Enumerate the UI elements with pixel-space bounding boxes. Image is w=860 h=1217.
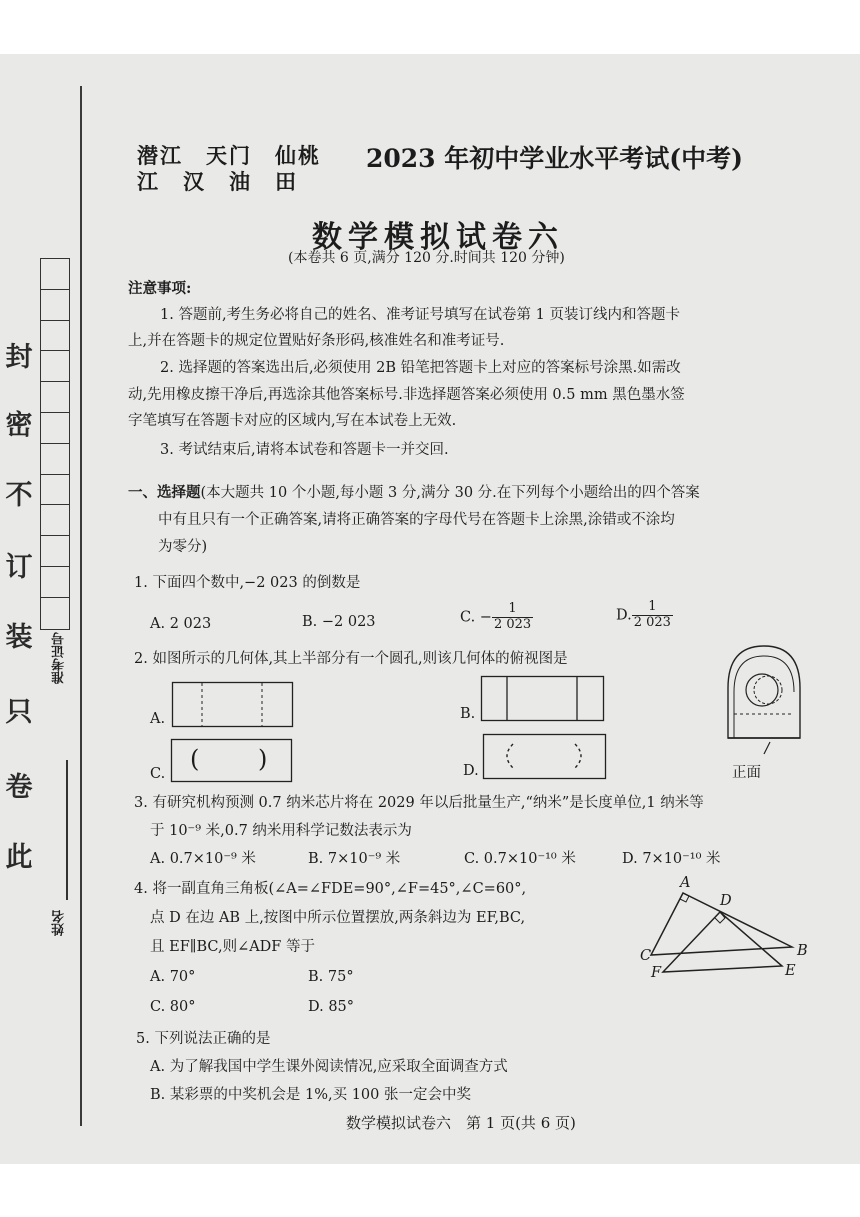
q1-option-b: B. −2 023 bbox=[302, 614, 376, 630]
q4-line2: 点 D 在边 AB 上,按图中所示位置摆放,两条斜边为 EF,BC, bbox=[150, 910, 526, 926]
section1-heading: 一、选择题 bbox=[128, 484, 201, 501]
q5-stem: 5. 下列说法正确的是 bbox=[136, 1031, 271, 1047]
paper-title: 数学模拟试卷六 bbox=[312, 220, 564, 255]
q4-line3: 且 EF∥BC,则∠ADF 等于 bbox=[150, 939, 315, 955]
notes-line: 1. 答题前,考生务必将自己的姓名、准考证号填写在试卷第 1 页装订线内和答题卡 bbox=[160, 307, 680, 323]
q5-option-a: A. 为了解我国中学生课外阅读情况,应采取全面调查方式 bbox=[150, 1059, 508, 1075]
q4-option-d: D. 85° bbox=[308, 999, 355, 1015]
notes-line: 动,先用橡皮擦干净后,再选涂其他答案标号.非选择题答案必须使用 0.5 mm 黑色墨水签 bbox=[128, 387, 685, 403]
q4-label-c: C bbox=[640, 948, 652, 964]
seal-char: 装 bbox=[5, 622, 33, 653]
q4-option-c: C. 80° bbox=[150, 999, 196, 1015]
notes-heading: 注意事项: bbox=[128, 280, 192, 297]
notes-line: 2. 选择题的答案选出后,必须使用 2B 铅笔把答题卡上对应的答案标号涂黑.如需改 bbox=[160, 360, 681, 376]
q4-label-b: B bbox=[797, 943, 808, 959]
page-footer: 数学模拟试卷六 第 1 页(共 6 页) bbox=[346, 1114, 576, 1132]
section1-intro-line1: (本大题共 10 个小题,每小题 3 分,满分 30 分.在下列每个小题给出的四个答案 bbox=[200, 485, 700, 501]
section1-intro-line3: 为零分) bbox=[158, 539, 208, 555]
q2-option-b-figure bbox=[481, 676, 605, 722]
q4-label-f: F bbox=[651, 965, 662, 981]
section1-intro-line2: 中有且只有一个正确答案,请将正确答案的字母代号在答题卡上涂黑,涂错或不涂均 bbox=[158, 512, 675, 528]
q3-option-c: C. 0.7×10⁻¹⁰ 米 bbox=[464, 851, 576, 867]
fraction bbox=[492, 602, 533, 633]
exam-title: 2023 年初中学业水平考试(中考) bbox=[366, 144, 743, 173]
q4-line1: 4. 将一副直角三角板(∠A=∠FDE=90°,∠F=45°,∠C=60°, bbox=[134, 881, 527, 897]
q3-option-d: D. 7×10⁻¹⁰ 米 bbox=[622, 851, 721, 867]
name-underline[interactable] bbox=[66, 760, 68, 900]
q4-label-d: D bbox=[720, 893, 732, 909]
section1-intro bbox=[128, 486, 700, 501]
seal-char: 不 bbox=[5, 480, 33, 511]
fraction-num: 1 bbox=[648, 599, 657, 614]
q2-solid-figure bbox=[718, 642, 808, 772]
fraction bbox=[632, 600, 673, 631]
q2-option-a: A. bbox=[150, 711, 166, 727]
notes-line: 3. 考试结束后,请将本试卷和答题卡一并交回. bbox=[160, 442, 449, 458]
seal-char: 卷 bbox=[5, 772, 33, 803]
q2-stem: 2. 如图所示的几何体,其上半部分有一个圆孔,则该几何体的俯视图是 bbox=[134, 651, 568, 667]
q1-option-a: A. 2 023 bbox=[150, 616, 212, 632]
exam-id-grid[interactable] bbox=[40, 258, 70, 630]
q2-option-b: B. bbox=[460, 706, 476, 722]
q4-label-a: A bbox=[680, 875, 691, 891]
binding-line bbox=[80, 86, 82, 1126]
q1-option-c bbox=[460, 602, 533, 633]
q3-option-a: A. 0.7×10⁻⁹ 米 bbox=[150, 851, 256, 867]
q3-line1: 3. 有研究机构预测 0.7 纳米芯片将在 2029 年以后批量生产,“纳米”是长度单位,1 纳米等 bbox=[134, 795, 704, 811]
seal-char: 封 bbox=[5, 342, 33, 373]
q1-option-d-prefix: D. bbox=[616, 607, 632, 624]
q5-option-b: B. 某彩票的中奖机会是 1%,买 100 张一定会中奖 bbox=[150, 1087, 471, 1103]
notes-line: 字笔填写在答题卡对应的区域内,写在本试卷上无效. bbox=[128, 413, 457, 429]
q4-label-e: E bbox=[785, 963, 796, 979]
q1-option-d bbox=[616, 600, 673, 631]
q2-front-label: 正面 bbox=[732, 765, 761, 781]
q4-option-b: B. 75° bbox=[308, 969, 354, 985]
q3-line2: 于 10⁻⁹ 米,0.7 纳米用科学记数法表示为 bbox=[150, 823, 412, 839]
q1-stem: 1. 下面四个数中,−2 023 的倒数是 bbox=[134, 575, 361, 591]
name-label: 姓名 bbox=[52, 910, 67, 936]
fraction-den: 2 023 bbox=[633, 614, 671, 630]
seal-char: 订 bbox=[5, 552, 33, 583]
exam-id-label: 准考证号 bbox=[52, 632, 67, 684]
q3-option-b: B. 7×10⁻⁹ 米 bbox=[308, 851, 401, 867]
q2-option-c: C. bbox=[150, 766, 166, 782]
region-line1: 潜江 天门 仙桃 bbox=[137, 143, 321, 168]
seal-char: 密 bbox=[5, 410, 33, 441]
fraction-num: 1 bbox=[508, 601, 517, 616]
paper-subtitle: (本卷共 6 页,满分 120 分.时间共 120 分钟) bbox=[288, 250, 565, 266]
q1-option-c-prefix: C. − bbox=[460, 609, 492, 626]
q2-option-a-figure bbox=[172, 682, 294, 728]
q2-option-c-paren-left: ( bbox=[190, 745, 200, 773]
q2-option-d-figure bbox=[483, 734, 607, 780]
fraction-den: 2 023 bbox=[493, 616, 532, 632]
seal-char: 只 bbox=[5, 697, 33, 728]
q4-option-a: A. 70° bbox=[150, 969, 196, 985]
notes-line: 上,并在答题卡的规定位置贴好条形码,核准姓名和准考证号. bbox=[128, 333, 505, 349]
region-line2: 江 汉 油 田 bbox=[137, 169, 298, 194]
q2-option-d: D. bbox=[463, 763, 479, 779]
seal-char: 此 bbox=[5, 842, 33, 873]
q2-option-c-paren-right: ) bbox=[258, 745, 268, 773]
